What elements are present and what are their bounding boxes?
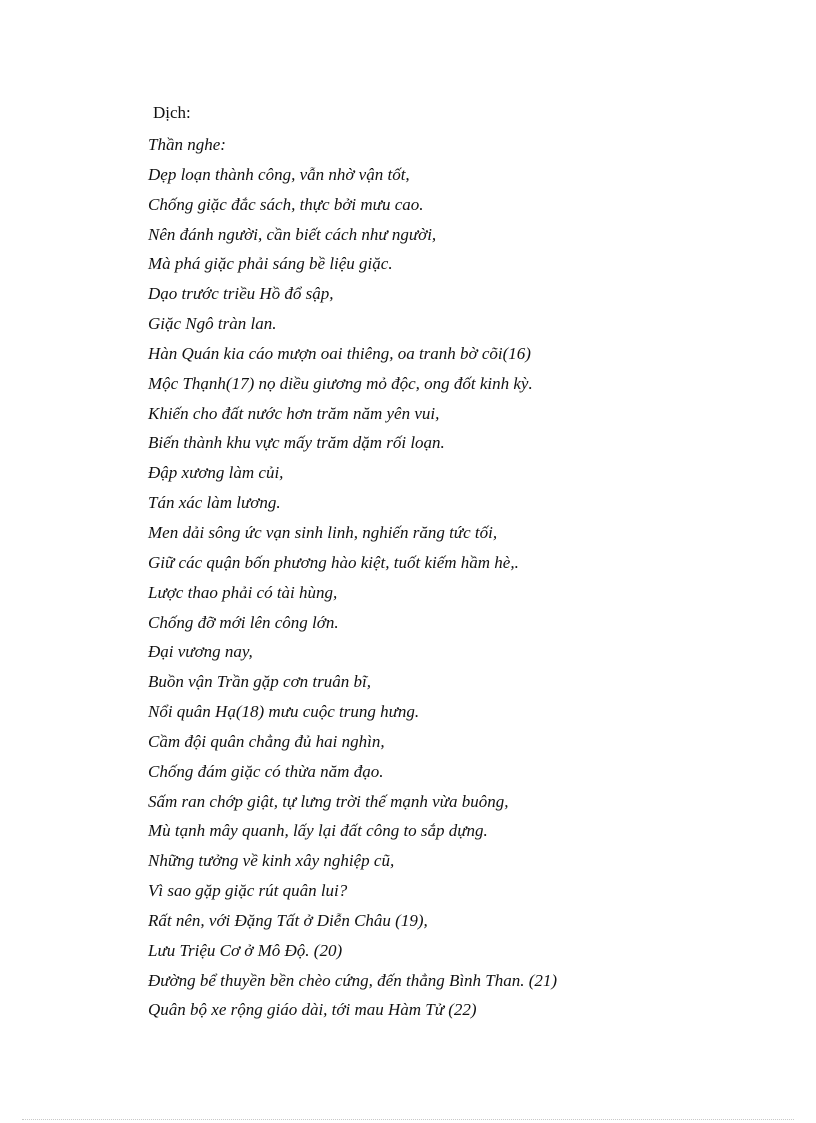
poem-line: Vì sao gặp giặc rút quân lui? xyxy=(148,881,348,901)
poem-line: Chống giặc đắc sách, thực bởi mưu cao. xyxy=(148,194,424,214)
poem-line: Mù tạnh mây quanh, lấy lại đất công to sắp dựng. xyxy=(148,821,488,841)
poem-line: Men dải sông ức vạn sinh linh, nghiến răng tức tối, xyxy=(148,522,498,542)
poem-line: Biến thành khu vực mấy trăm dặm rối loạn. xyxy=(148,433,445,453)
page-bottom-divider xyxy=(22,1119,794,1120)
poem-line: Đại vương nay, xyxy=(148,642,253,662)
poem-line: Đường bể thuyền bền chèo cứng, đến thẳng Bình Than. (21) xyxy=(148,970,558,990)
poem-line: Buồn vận Trần gặp cơn truân bĩ, xyxy=(148,672,371,692)
poem-line: Nổi quân Hạ(18) mưu cuộc trung hưng. xyxy=(148,702,420,722)
poem-line: Dạo trước triều Hồ đổ sập, xyxy=(148,284,334,304)
poem-line: Rất nên, với Đặng Tất ở Diễn Châu (19), xyxy=(148,910,428,930)
poem-line: Lưu Triệu Cơ ở Mô Độ. (20) xyxy=(148,940,343,960)
poem-line: Đập xương làm củi, xyxy=(148,463,284,483)
poem-line: Cầm đội quân chẳng đủ hai nghìn, xyxy=(148,731,385,751)
poem-line: Nên đánh người, cần biết cách như người, xyxy=(148,224,437,244)
poem-line: Dẹp loạn thành công, vẫn nhờ vận tốt, xyxy=(148,164,410,184)
poem-line: Mộc Thạnh(17) nọ diều giương mỏ độc, ong đốt kinh kỳ. xyxy=(148,373,533,393)
poem-line: Sấm ran chớp giật, tự lưng trời thế mạnh vừa buông, xyxy=(148,791,509,811)
poem-line: Quân bộ xe rộng giáo dài, tới mau Hàm Tử (22) xyxy=(148,1000,477,1020)
poem-line: Mà phá giặc phải sáng bề liệu giặc. xyxy=(148,254,393,274)
poem-line: Hàn Quán kia cáo mượn oai thiêng, oa tranh bờ cõi(16) xyxy=(148,343,531,363)
poem-line: Tán xác làm lương. xyxy=(148,493,281,513)
translation-heading: Dịch: xyxy=(153,103,191,122)
poem-line: Chống đỡ mới lên công lớn. xyxy=(148,612,339,632)
poem-line: Giặc Ngô tràn lan. xyxy=(148,314,277,334)
poem-line: Khiến cho đất nước hơn trăm năm yên vui, xyxy=(148,403,440,423)
poem-line: Chống đám giặc có thừa năm đạo. xyxy=(148,761,384,781)
poem-line: Những tưởng về kinh xây nghiệp cũ, xyxy=(148,851,395,871)
poem-line: Giữ các quận bốn phương hào kiệt, tuốt kiếm hầm hè,. xyxy=(148,552,519,572)
poem-line: Lược thao phải có tài hùng, xyxy=(148,582,338,602)
poem-line: Thần nghe: xyxy=(148,135,226,154)
poem-lines xyxy=(148,130,557,1025)
